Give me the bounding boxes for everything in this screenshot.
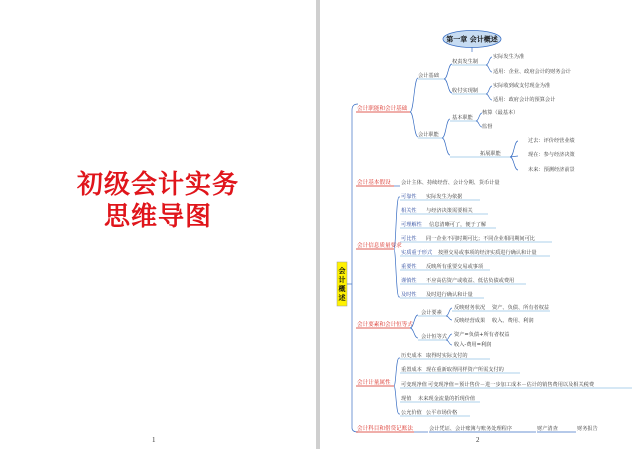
mindmap-canvas [320, 0, 640, 449]
cycle-item-1: 会计凭证、会计账簿与账务处理程序 [429, 426, 513, 432]
quality-val-6: 反映所有重要交易或事项 [426, 264, 484, 270]
quality-val-5: 按照交易或事项的经济实质进行确认和计量 [438, 250, 537, 256]
page-number: 2 [476, 436, 480, 444]
group-elements-label: 会计要素和会计恒等式 [357, 322, 413, 328]
quality-val-3: 信息清晰可了，便于了解 [429, 222, 487, 228]
group-func-label: 会计职能和会计基础 [357, 106, 408, 112]
quality-key-8: 及时性 [401, 292, 417, 298]
measure-val-4: 未来现金流量的折现价值 [418, 396, 476, 402]
chapter-side-char-4: 述 [338, 294, 346, 302]
cycle-item-3: 财务报告 [577, 426, 598, 432]
page-number: 1 [152, 436, 156, 444]
quality-val-7: 不应高估资产或收益、低估负债或费用 [426, 278, 515, 284]
assume-text: 会计主体、持续经营、会计分期、货币计量 [401, 180, 500, 186]
measure-key-3: 可变现净值 [401, 382, 427, 388]
quality-key-6: 重要性 [401, 264, 417, 270]
equation-label: 会计恒等式 [421, 334, 447, 340]
basic-item-1: 核算（最基本） [482, 110, 519, 116]
chapter-side-char-2: 计 [338, 276, 346, 284]
accrual-item-1: 实际发生为准 [493, 54, 525, 60]
expand-item-2: 现在：参与经济决策 [528, 152, 575, 158]
group-quality-label: 会计信息质量要求 [357, 243, 402, 249]
quality-key-2: 相关性 [401, 208, 417, 214]
root-title: 第一章 会计概述 [446, 35, 498, 44]
cash-label: 收付实现制 [452, 88, 478, 94]
equation-item-1: 资产=负债+所有者权益 [454, 332, 510, 338]
quality-key-1: 可靠性 [401, 194, 417, 200]
equation-item-2: 收入-费用=利润 [454, 342, 492, 348]
quality-val-4: 同一企业不同时期可比；不同企业相同期间可比 [426, 236, 535, 242]
basic-item-2: 监督 [482, 124, 493, 130]
expand-item-1: 过去：评价经营业绩 [528, 138, 575, 144]
chapter-side-char-3: 概 [338, 285, 346, 293]
cover-title-line1: 初级会计实务 [76, 170, 239, 200]
measure-key-5: 公允价值 [401, 410, 422, 416]
measure-val-2: 现在重新取得同样资产所需支付的 [426, 367, 504, 373]
measure-key-4: 现值 [401, 396, 412, 402]
basis-label: 会计基础 [418, 73, 439, 79]
group-assume-label: 会计基本假设 [357, 180, 391, 186]
cash-item-2: 适用：政府会计的预算会计 [493, 97, 556, 103]
functions-label: 会计职能 [418, 132, 439, 138]
elements-key-1: 反映财务状况 [454, 305, 486, 311]
cycle-item-2: 财产清查 [537, 426, 558, 432]
measure-val-1: 取得时实际支付的 [426, 353, 468, 359]
group-measure-label: 会计计量属性 [357, 380, 391, 386]
measure-key-1: 历史成本 [401, 353, 422, 359]
quality-list [400, 192, 552, 298]
accrual-item-2: 适用：企业、政府会计的财务会计 [493, 69, 571, 75]
elements-key-2: 反映经营成果 [454, 318, 486, 324]
cover-title-line2: 思维导图 [103, 202, 212, 232]
basic-label: 基本职能 [452, 115, 473, 121]
measure-val-3: 可变现净值＝预计售价－进一步加工成本－估计的销售费用以及相关税费 [428, 382, 595, 388]
quality-val-1: 实际发生为依据 [426, 194, 463, 200]
quality-val-2: 与经济决策需要相关 [426, 208, 473, 214]
elements-val-1: 资产、负债、所有者权益 [492, 305, 550, 311]
chapter-side-char-1: 会 [338, 267, 346, 275]
quality-key-5: 实质重于形式 [401, 250, 433, 256]
quality-val-8: 及时进行确认和计量 [426, 292, 473, 298]
measure-val-5: 公平市场价格 [426, 410, 458, 416]
quality-key-4: 可比性 [401, 236, 417, 242]
expand-item-3: 未来：预测经济前景 [528, 167, 575, 173]
elements-label: 会计要素 [421, 310, 442, 316]
mindmap-page [320, 0, 640, 449]
elements-val-2: 收入、费用、利润 [492, 318, 534, 324]
group-cycle-label: 会计科目和借贷记账法 [357, 426, 413, 432]
quality-key-7: 谨慎性 [401, 278, 417, 284]
accrual-label: 权责发生制 [452, 59, 478, 65]
cash-item-1: 实际收到或支付现金为准 [493, 83, 551, 89]
expand-label: 拓展职能 [480, 151, 501, 157]
quality-key-3: 可理解性 [401, 222, 422, 228]
cover-page [0, 0, 316, 449]
measure-key-2: 重置成本 [401, 367, 422, 373]
